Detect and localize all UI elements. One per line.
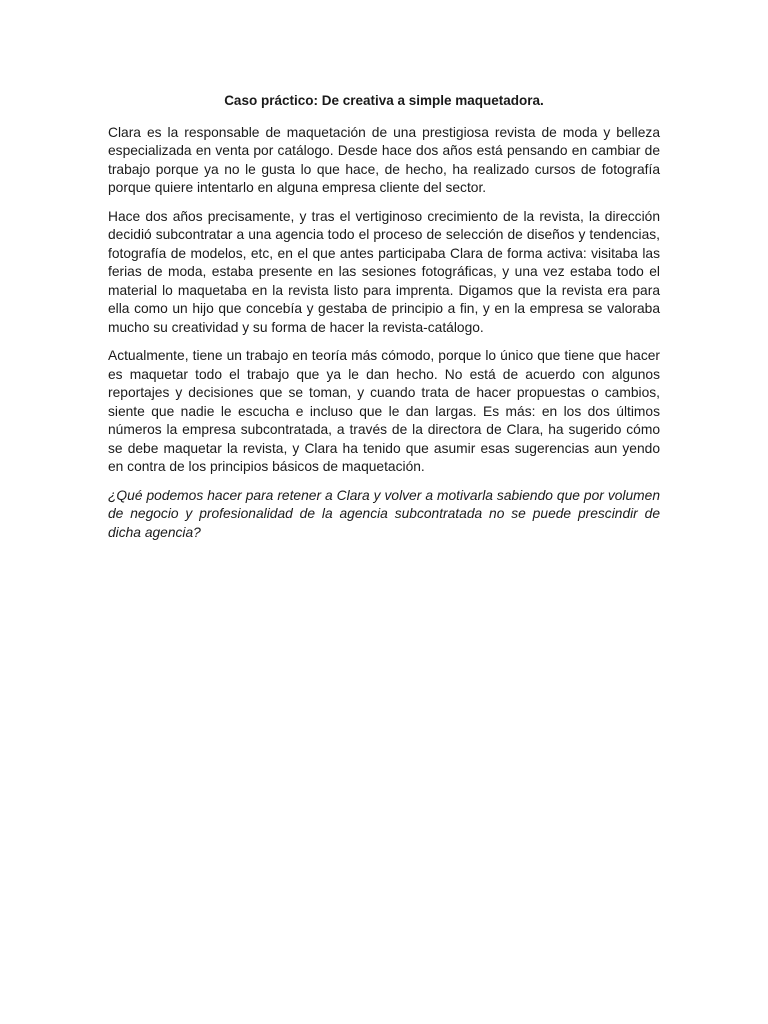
paragraph-intro: Clara es la responsable de maquetación de una prestigiosa revista de moda y belleza especializada en venta por catálogo. Desde hace dos años está pensando en cambiar de trabajo porque ya no le gusta lo que hace, de hecho, ha realizado cursos de fotografía porque quiere intentarlo en alguna empresa cliente del sector. <box>108 124 660 195</box>
paragraph-background: Hace dos años precisamente, y tras el vertiginoso crecimiento de la revista, la dirección decidió subcontratar a una agencia todo el proceso de selección de diseños y tendencias, fotografía de modelos, etc, en el que antes participaba Clara de forma activa: visitaba las ferias de moda, estaba presente en las sesiones fotográficas, y una vez estaba todo el material lo maquetaba en la revista listo para imprenta. Digamos que la revista era para ella como un hijo que concebía y gestaba de principio a fin, y en la empresa se valoraba mucho su creatividad y su forma de hacer la revista-catálogo. <box>108 208 660 335</box>
case-question: ¿Qué podemos hacer para retener a Clara y volver a motivarla sabiendo que por volumen de negocio y profesionalidad de la agencia subcontratada no se puede prescindir de dicha agencia? <box>108 487 660 540</box>
paragraph-current-situation: Actualmente, tiene un trabajo en teoría más cómodo, porque lo único que tiene que hacer es maquetar todo el trabajo que ya le dan hecho. No está de acuerdo con algunos reportajes y decisiones que se toman, y cuando trata de hacer propuestas o cambios, siente que nadie le escucha e incluso que le dan largas. Es más: en los dos últimos números la empresa subcontratada, a través de la directora de Clara, ha sugerido cómo se debe maquetar la revista, y Clara ha tenido que asumir esas sugerencias aun yendo en contra de los principios básicos de maquetación. <box>108 348 660 474</box>
document-title: Caso práctico: De creativa a simple maquetadora. <box>224 93 544 108</box>
document-body <box>108 92 660 542</box>
